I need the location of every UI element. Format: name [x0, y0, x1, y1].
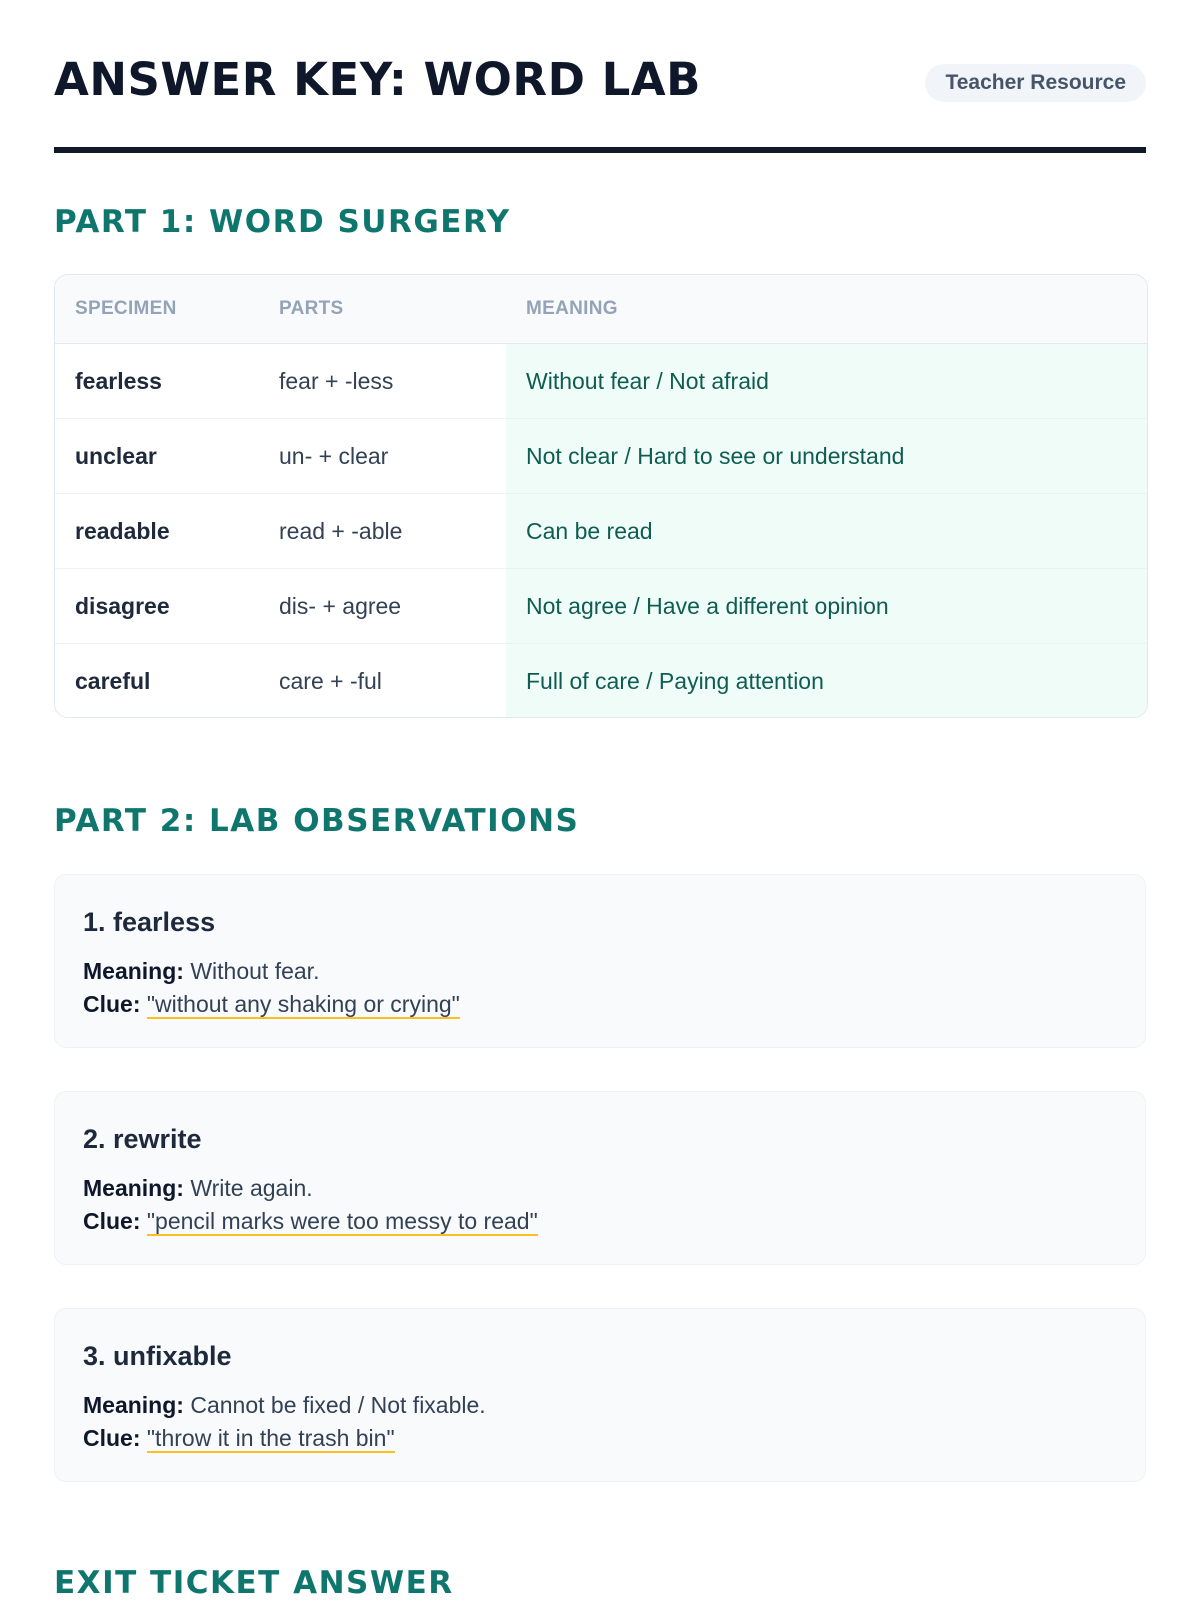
clue-text: "throw it in the trash bin" — [146, 1425, 395, 1451]
parts-cell: care + -ful — [279, 667, 382, 694]
teacher-resource-badge: Teacher Resource — [925, 64, 1146, 102]
part1-title: PART 1: WORD SURGERY — [54, 204, 511, 240]
page-header — [54, 52, 1146, 153]
specimen-cell: disagree — [55, 569, 259, 644]
observation-card — [54, 1308, 1146, 1482]
observation-clue — [83, 991, 460, 1018]
column-header-specimen: SPECIMEN — [55, 275, 259, 344]
observation-meaning — [83, 958, 319, 985]
meaning-label: Meaning: — [83, 1392, 184, 1418]
observation-card — [54, 1091, 1146, 1265]
column-header-meaning: MEANING — [506, 275, 1147, 344]
meaning-text: Write again. — [190, 1175, 313, 1201]
observation-clue — [83, 1208, 538, 1235]
word-surgery-table — [54, 274, 1148, 718]
observation-meaning — [83, 1392, 486, 1419]
parts-cell: un- + clear — [259, 419, 506, 494]
exit-ticket-title: EXIT TICKET ANSWER — [54, 1565, 454, 1601]
meaning-label: Meaning: — [83, 958, 184, 984]
meaning-text: Cannot be fixed / Not fixable. — [190, 1392, 486, 1418]
page-title: ANSWER KEY: WORD LAB — [54, 53, 701, 106]
specimen-cell: careful — [75, 667, 151, 694]
meaning-cell: Not agree / Have a different opinion — [506, 569, 1147, 644]
table-row — [55, 569, 1147, 644]
meaning-label: Meaning: — [83, 1175, 184, 1201]
parts-cell: dis- + agree — [259, 569, 506, 644]
table-row — [55, 644, 1147, 719]
observation-card — [54, 874, 1146, 1048]
clue-text: "without any shaking or crying" — [146, 991, 460, 1017]
clue-text: "pencil marks were too messy to read" — [146, 1208, 538, 1234]
clue-label: Clue: — [83, 991, 141, 1017]
specimen-cell: readable — [55, 494, 259, 569]
specimen-cell: unclear — [55, 419, 259, 494]
part2-title: PART 2: LAB OBSERVATIONS — [54, 803, 580, 839]
table-header-row — [55, 275, 1147, 344]
meaning-cell: Full of care / Paying attention — [506, 644, 1147, 719]
parts-cell: read + -able — [259, 494, 506, 569]
observation-meaning — [83, 1175, 313, 1202]
meaning-cell: Not clear / Hard to see or understand — [506, 419, 1147, 494]
observation-heading: 1. fearless — [83, 907, 216, 937]
observation-clue — [83, 1425, 395, 1452]
table-row — [55, 344, 1147, 419]
table-row — [55, 419, 1147, 494]
specimen-cell: fearless — [55, 344, 259, 419]
meaning-cell: Can be read — [506, 494, 1147, 569]
clue-label: Clue: — [83, 1425, 141, 1451]
meaning-text: Without fear. — [190, 958, 320, 984]
table-row — [55, 494, 1147, 569]
clue-label: Clue: — [83, 1208, 141, 1234]
meaning-cell: Without fear / Not afraid — [506, 344, 1147, 419]
parts-cell: fear + -less — [259, 344, 506, 419]
observation-heading: 2. rewrite — [83, 1124, 202, 1154]
observation-heading: 3. unfixable — [83, 1341, 232, 1371]
column-header-parts: PARTS — [259, 275, 506, 344]
